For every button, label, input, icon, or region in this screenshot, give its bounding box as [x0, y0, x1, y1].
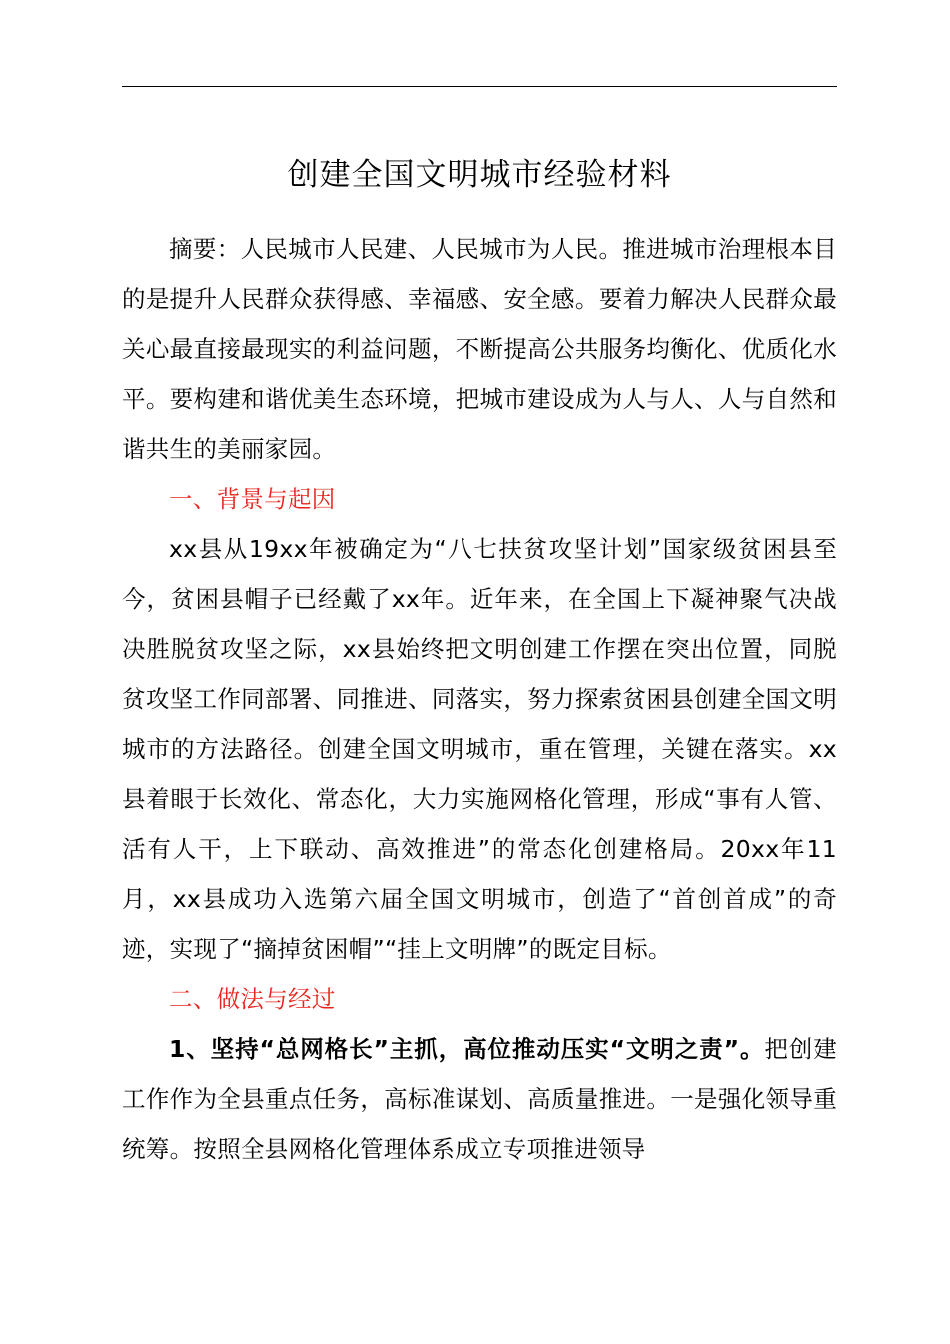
- header-rule: [122, 86, 837, 87]
- section-heading-practices: 二、做法与经过: [169, 985, 336, 1013]
- background-paragraph: xx县从19xx年被确定为“八七扶贫攻坚计划”国家级贫困县至今，贫困县帽子已经戴了xx年。近年来，在全国上下凝神聚气决战决胜脱贫攻坚之际，xx县始终把文明创建工作摆在突出位置，同脱贫攻坚工作同部署、同推进、同落实，努力探索贫困县创建全国文明城市的方法路径。创建全国文明城市，重在管理，关键在落实。xx县着眼于长效化、常态化，大力实施网格化管理，形成“事有人管、活有人干，上下联动、高效推进”的常态化创建格局。20xx年11月，xx县成功入选第六届全国文明城市，创造了“首创首成”的奇迹，实现了“摘掉贫困帽”“挂上文明牌”的既定目标。: [122, 535, 837, 963]
- practice-item-1-label: 1、坚持“总网格长”主抓，高位推动压实“文明之责”。: [169, 1035, 765, 1063]
- practice-item-1-text: 把创建工作作为全县重点任务，高标准谋划、高质量推进。一是强化领导重统筹。按照全县网格化管理体系成立专项推进领导: [122, 1035, 838, 1163]
- section-heading-background: 一、背景与起因: [169, 485, 336, 513]
- abstract-paragraph: 摘要：人民城市人民建、人民城市为人民。推进城市治理根本目的是提升人民群众获得感、幸福感、安全感。要着力解决人民群众最关心最直接最现实的利益问题，不断提高公共服务均衡化、优质化水平。要构建和谐优美生态环境，把城市建设成为人与人、人与自然和谐共生的美丽家园。: [122, 235, 837, 463]
- document-body: [122, 224, 837, 1174]
- document-title: 创建全国文明城市经验材料: [287, 157, 672, 193]
- practice-item-1: [122, 1024, 837, 1174]
